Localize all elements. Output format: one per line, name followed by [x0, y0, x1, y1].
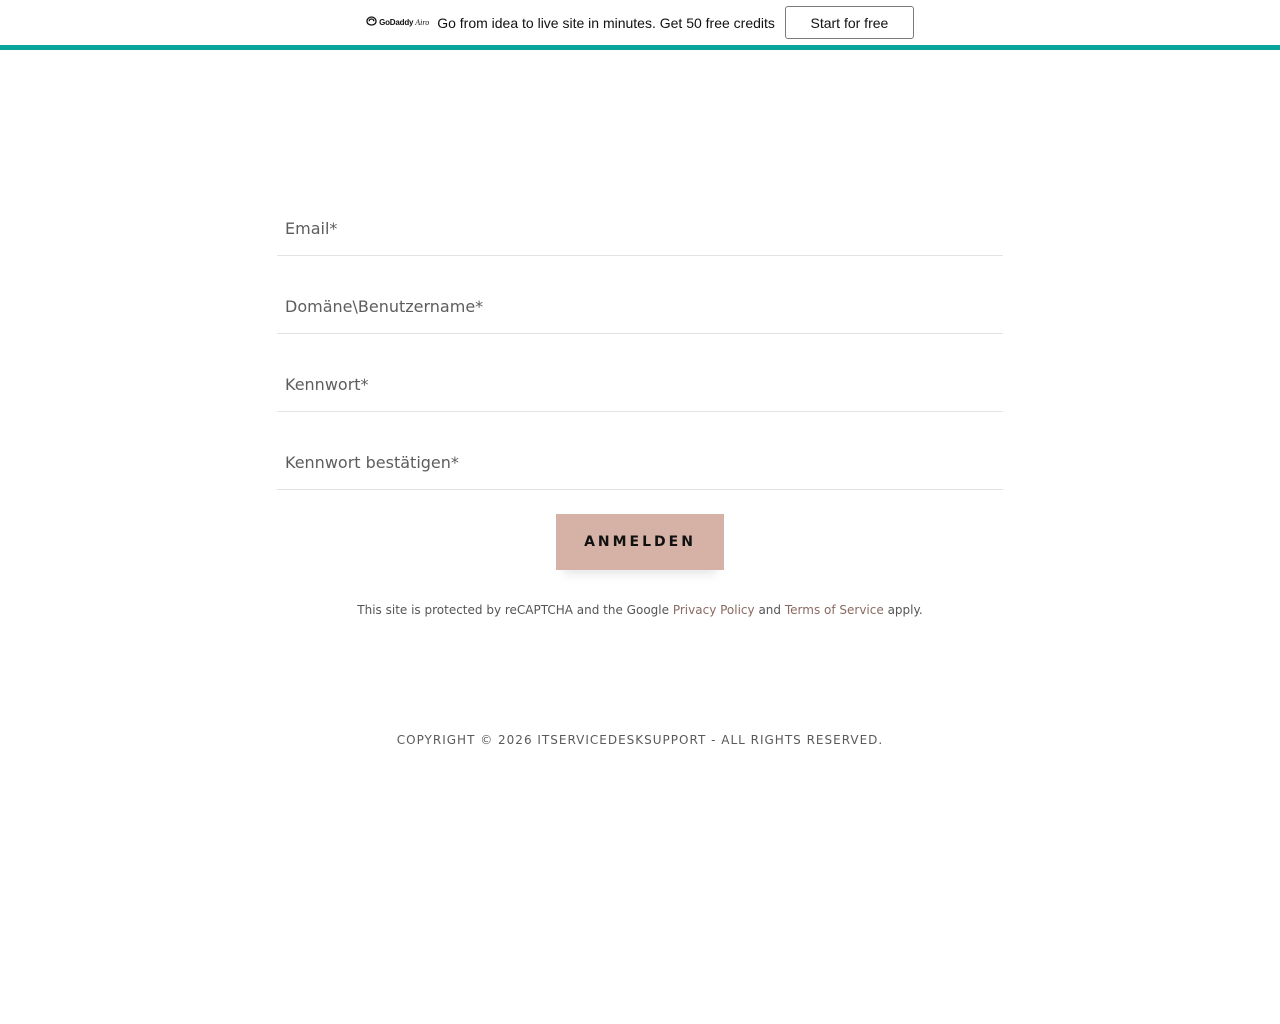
brand-sub: Airo — [415, 18, 430, 27]
terms-of-service-link[interactable]: Terms of Service — [784, 603, 884, 617]
promo-text: Go from idea to live site in minutes. Get 50 free credits — [437, 14, 775, 31]
brand-logo[interactable] — [366, 13, 429, 33]
recaptcha-and: and — [758, 603, 782, 617]
email-field-wrapper — [277, 200, 1003, 256]
email-label: Email* — [285, 219, 338, 238]
password-input[interactable] — [277, 356, 1003, 411]
username-field-wrapper — [277, 278, 1003, 334]
brand-name: GoDaddy — [379, 18, 414, 27]
signup-form — [277, 200, 1003, 512]
promo-banner — [0, 0, 1280, 45]
recaptcha-suffix: apply. — [887, 603, 923, 617]
godaddy-logo-icon — [366, 16, 377, 29]
submit-button[interactable]: ANMELDEN — [556, 514, 724, 570]
confirm-password-label: Kennwort bestätigen* — [285, 453, 459, 472]
privacy-policy-link[interactable]: Privacy Policy — [672, 603, 755, 617]
recaptcha-notice — [0, 603, 1280, 617]
start-for-free-button[interactable]: Start for free — [785, 6, 914, 39]
password-field-wrapper — [277, 356, 1003, 412]
username-input[interactable] — [277, 278, 1003, 333]
confirm-password-input[interactable] — [277, 434, 1003, 489]
username-label: Domäne\Benutzername* — [285, 297, 484, 316]
password-label: Kennwort* — [285, 375, 369, 394]
confirm-password-field-wrapper — [277, 434, 1003, 490]
recaptcha-prefix: This site is protected by reCAPTCHA and the Google — [357, 603, 670, 617]
footer-copyright: COPYRIGHT © 2026 ITSERVICEDESKSUPPORT - ALL RIGHTS RESERVED. — [396, 733, 884, 747]
submit-wrapper — [556, 514, 724, 570]
email-input[interactable] — [277, 200, 1003, 255]
promo-accent-bar — [0, 45, 1280, 50]
